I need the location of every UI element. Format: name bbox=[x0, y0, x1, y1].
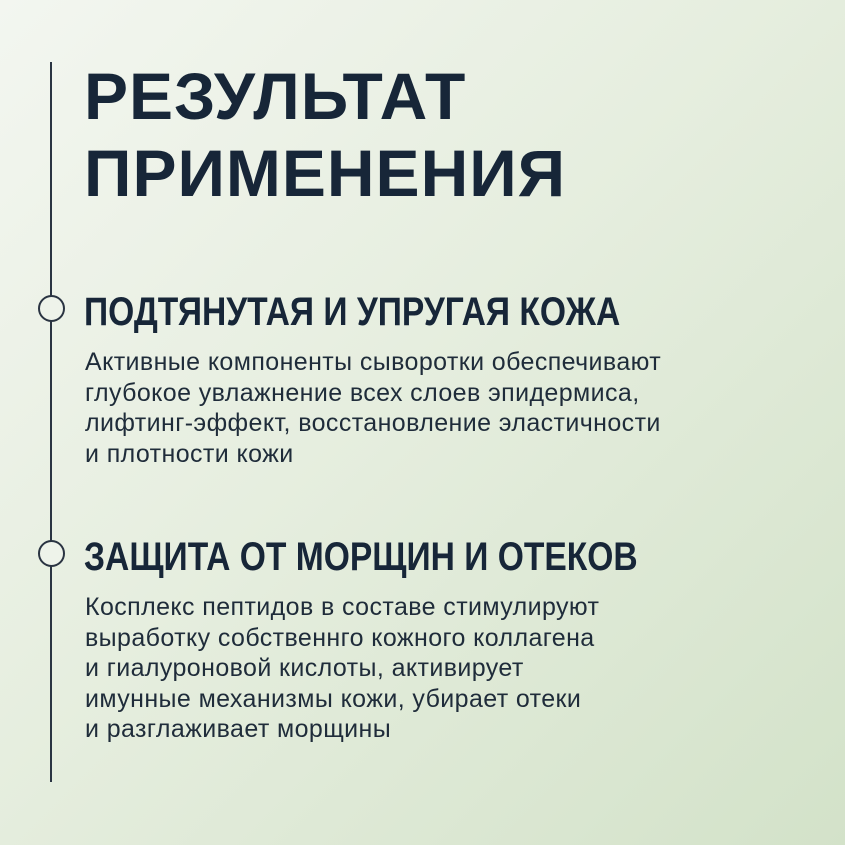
section-heading: ПОДТЯНУТАЯ И УПРУГАЯ КОЖА bbox=[84, 290, 621, 334]
description-line: и плотности кожи bbox=[85, 439, 294, 468]
section-description bbox=[85, 347, 661, 469]
title-line-1: РЕЗУЛЬТАТ bbox=[84, 59, 467, 133]
description-line: Косплекс пептидов в составе стимулируют bbox=[85, 593, 600, 621]
section-heading: ЗАЩИТА ОТ МОРЩИН И ОТЕКОВ bbox=[84, 535, 638, 579]
timeline-circle-icon bbox=[38, 540, 65, 567]
title-line-2: ПРИМЕНЕНИЯ bbox=[84, 136, 567, 210]
description-line: лифтинг-эффект, восстановление эластичности bbox=[85, 409, 661, 437]
description-line: выработку собственнго кожного коллагена bbox=[85, 623, 595, 652]
description-line: Активные компоненты сыворотки обеспечивают bbox=[85, 348, 662, 376]
description-line: имунные механизмы кожи, убирает отеки bbox=[85, 684, 582, 713]
timeline-line bbox=[50, 62, 52, 782]
page-title bbox=[84, 58, 566, 212]
description-line: глубокое увлажнение всех слоев эпидермиса, bbox=[85, 378, 640, 407]
timeline-circle-icon bbox=[38, 295, 65, 322]
description-line: и разглаживает морщины bbox=[85, 715, 392, 743]
section-description bbox=[85, 592, 599, 745]
description-line: и гиалуроновой кислоты, активирует bbox=[85, 654, 524, 682]
